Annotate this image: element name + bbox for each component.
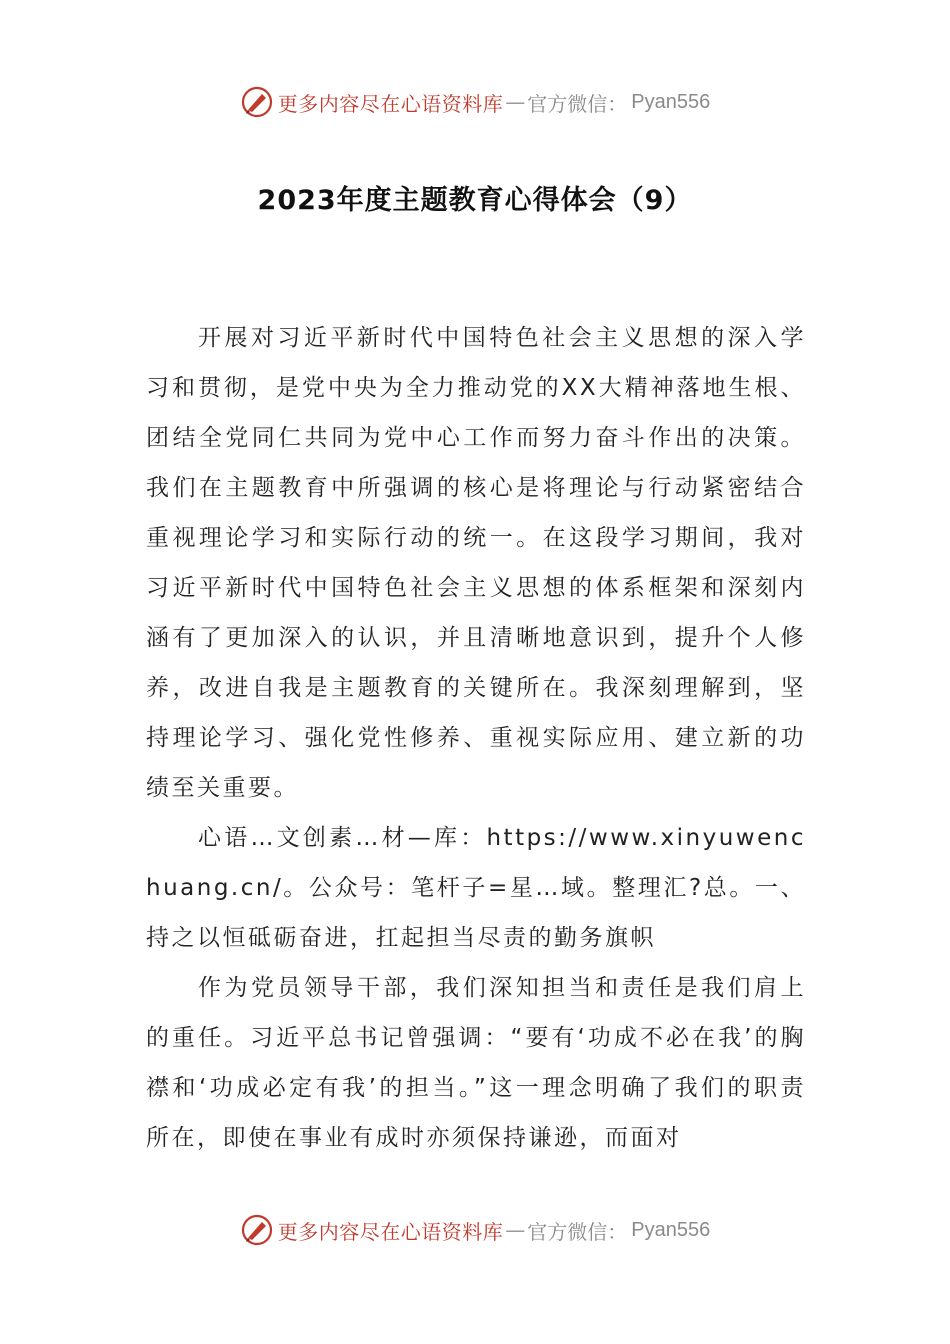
- document-title: 2023年度主题教育心得体会（9）: [257, 185, 693, 216]
- banner-wechat-label: 官方微信：: [527, 1219, 628, 1244]
- banner-text: 更多内容尽在心语资料库: [277, 91, 504, 116]
- footer-banner: [0, 1208, 950, 1252]
- paragraph-1: 开展对习近平新时代中国特色社会主义思想的深入学习和贯彻，是党中央为全力推动党的XX大精神落地生根、团结全党同仁共同为党中心工作而努力奋斗作出的决策。我们在主题教育中所强调的核心是将理论与行动紧密结合重视理论学习和实际行动的统一。在这段学习期间，我对习近平新时代中国特色社会主义思想的体系框架和深刻内涵有了更加深入的认识，并且清晰地意识到，提升个人修养，改进自我是主题教育的关键所在。我深刻理解到，坚持理论学习、强化党性修养、重视实际应用、建立新的功绩至关重要。: [146, 325, 806, 801]
- paragraph-2: 心语…文创素…材—库：https://www.xinyuwenchuang.cn/。公众号：笔杆子=星…域。整理汇?总。一、持之以恒砥砺奋进，扛起担当尽责的勤务旗帜: [146, 825, 806, 951]
- banner-wechat-id: Pyan556: [631, 1218, 711, 1241]
- banner-text: 更多内容尽在心语资料库: [277, 1219, 504, 1244]
- paragraph-3: 作为党员领导干部，我们深知担当和责任是我们肩上的重任。习近平总书记曾强调：“要有‘功成不必在我’的胸襟和‘功成必定有我’的担当。”这一理念明确了我们的职责所在，即使在事业有成时亦须保持谦逊，而面对: [146, 975, 806, 1151]
- pen-nib-logo-icon: [240, 85, 274, 119]
- header-banner: [0, 80, 950, 124]
- pen-nib-logo-icon: [240, 1213, 274, 1247]
- banner-wechat-id: Pyan556: [631, 90, 711, 113]
- banner-separator: —: [505, 1218, 526, 1242]
- banner-wechat-label: 官方微信：: [527, 91, 628, 116]
- document-body: [146, 313, 806, 1163]
- banner-separator: —: [505, 90, 526, 114]
